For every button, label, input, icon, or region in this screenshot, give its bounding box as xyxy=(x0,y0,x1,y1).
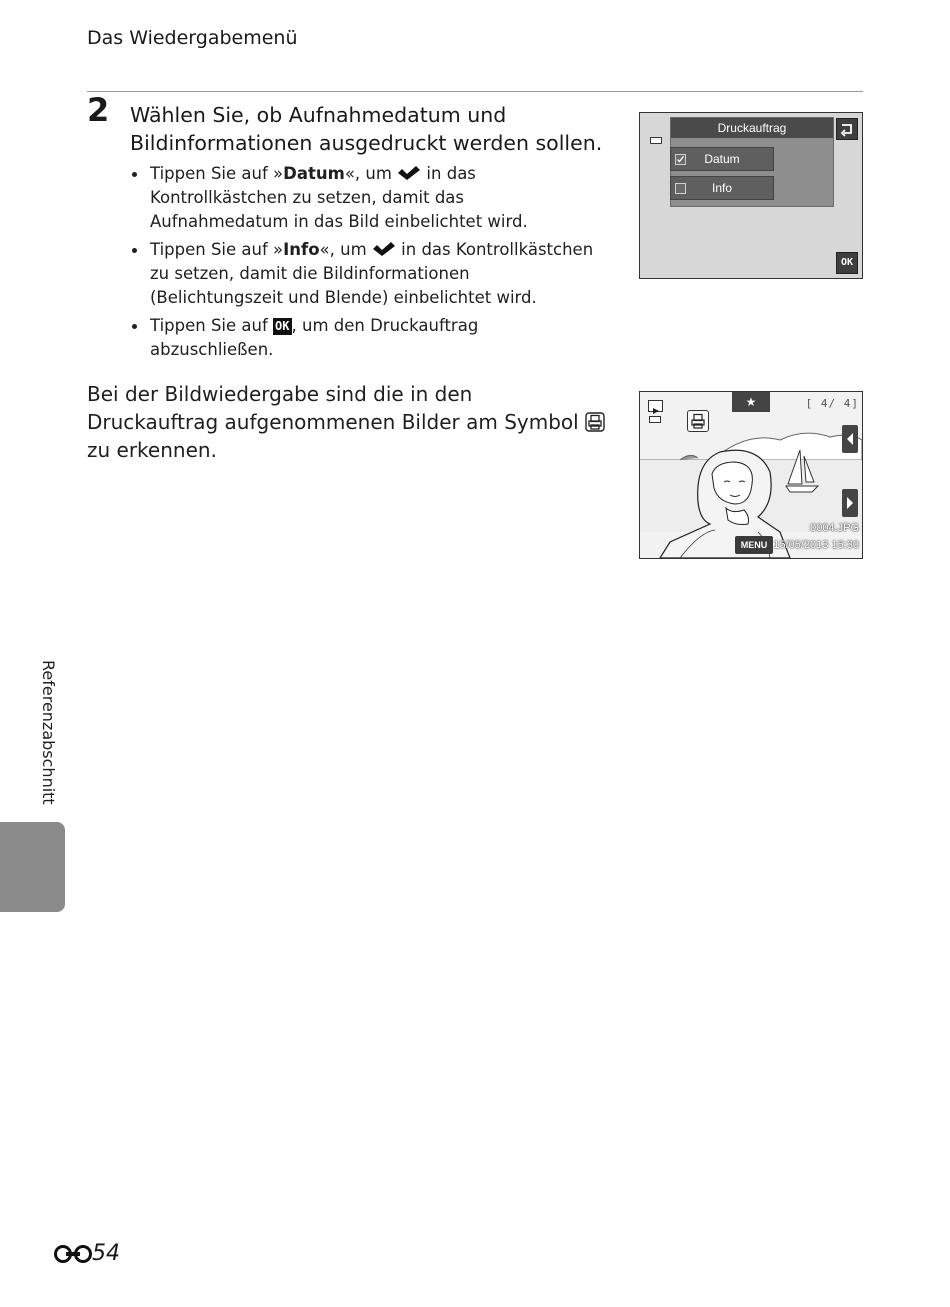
checkbox-checked-icon[interactable] xyxy=(675,154,686,165)
header-rule xyxy=(87,91,863,92)
bullet-text: in das Kontrollkästchen zu setzen, damit die Bildinformationen (Belichtungszeit und Blende) einbelichtet wird. xyxy=(150,240,594,307)
battery-indicator-icon xyxy=(649,416,661,423)
side-label-text: Referenzabschnitt xyxy=(39,660,58,805)
section-tab xyxy=(0,822,65,912)
print-order-icon xyxy=(585,412,605,432)
previous-arrow-icon[interactable] xyxy=(842,425,858,453)
section-side-label xyxy=(36,660,60,810)
bullet-text: , um den Druckauftrag abzuschließen. xyxy=(150,316,479,359)
bullet-text: Tippen Sie auf » xyxy=(150,240,284,259)
playback-mode-icon xyxy=(648,400,663,412)
file-name: 0004.JPG xyxy=(810,522,859,534)
bullet-text: Tippen Sie auf » xyxy=(150,164,284,183)
step-number: 2 xyxy=(87,91,110,129)
bullet-datum xyxy=(130,162,602,234)
option-label: Info xyxy=(711,181,732,195)
bullet-ok xyxy=(130,314,602,362)
instruction-list xyxy=(130,162,602,366)
bullet-keyword: Datum xyxy=(283,164,345,183)
battery-indicator-icon xyxy=(650,137,662,144)
menu-button[interactable]: MENU xyxy=(735,536,773,554)
step-heading: Wählen Sie, ob Aufnahmedatum und Bildinformationen ausgedruckt werden sollen. xyxy=(130,103,603,155)
bullet-keyword: Info xyxy=(283,240,320,259)
option-label: Datum xyxy=(704,152,740,166)
image-counter: [ 4/ 4] xyxy=(805,397,859,410)
paragraph-text: zu erkennen. xyxy=(87,438,217,462)
option-info[interactable] xyxy=(670,176,774,200)
checkmark-icon xyxy=(372,241,396,257)
favorite-star-tab[interactable]: ★ xyxy=(732,392,770,412)
paragraph-text: Bei der Bildwiedergabe sind die in den Druckauftrag aufgenommenen Bilder am Symbol xyxy=(87,382,586,434)
bullet-info xyxy=(130,238,602,310)
bullet-text: «, um xyxy=(344,164,398,183)
page-number: 54 xyxy=(92,1241,120,1266)
next-arrow-icon[interactable] xyxy=(842,489,858,517)
bullet-text: «, um xyxy=(319,240,372,259)
ok-icon: OK xyxy=(275,319,290,333)
ok-button[interactable]: OK xyxy=(836,252,858,274)
print-order-screen xyxy=(639,112,863,279)
checkbox-unchecked-icon[interactable] xyxy=(675,183,686,194)
checkmark-icon xyxy=(397,165,421,181)
dialog-title: Druckauftrag xyxy=(671,118,833,138)
return-icon[interactable] xyxy=(836,118,858,140)
reference-section-icon xyxy=(54,1242,92,1264)
page-footer xyxy=(54,1241,120,1275)
bullet-text: in das Kontrollkästchen zu setzen, damit das Aufnahmedatum in das Bild einbelichtet wird. xyxy=(150,164,528,231)
playback-paragraph xyxy=(87,380,607,464)
print-order-icon xyxy=(687,410,709,432)
bullet-text: Tippen Sie auf xyxy=(150,316,274,335)
option-datum[interactable] xyxy=(670,147,774,171)
capture-datetime: 15/05/2013 15:30 xyxy=(773,539,859,551)
section-title: Das Wiedergabemenü xyxy=(87,27,298,49)
playback-screen xyxy=(639,391,863,559)
